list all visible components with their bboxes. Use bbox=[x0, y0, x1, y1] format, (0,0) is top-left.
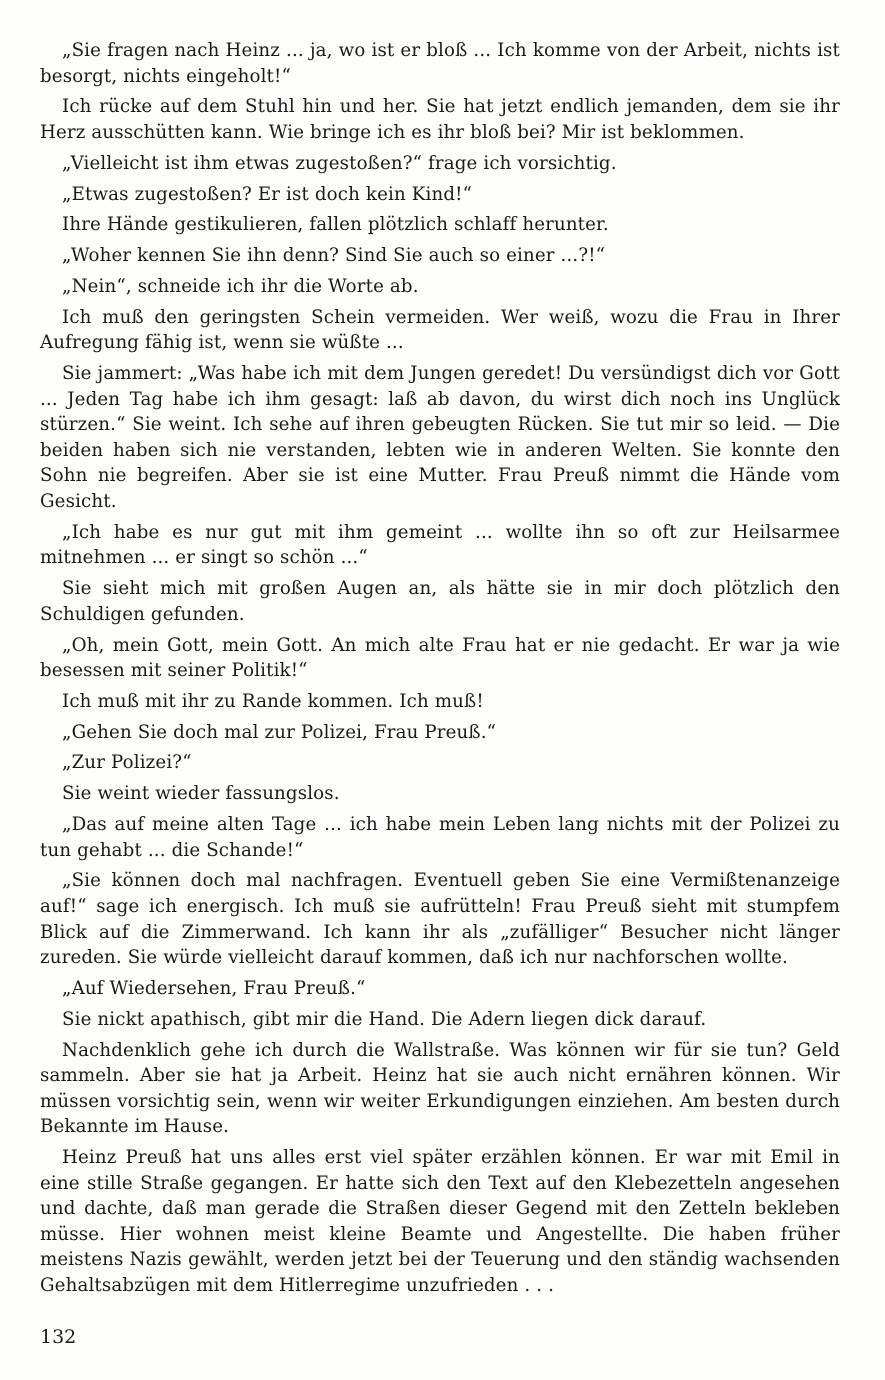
paragraph: Ich muß den geringsten Schein vermeiden. Wer weiß, wozu die Frau in Ihrer Aufregung fähig ist, wenn sie wüßte ... bbox=[40, 306, 840, 354]
paragraph: „Woher kennen Sie ihn denn? Sind Sie auch so einer ...?!“ bbox=[62, 245, 606, 267]
paragraph: „Nein“, schneide ich ihr die Worte ab. bbox=[62, 275, 419, 297]
paragraph: Sie nickt apathisch, gibt mir die Hand. Die Adern liegen dick darauf. bbox=[62, 1008, 707, 1030]
paragraph: Sie jammert: „Was habe ich mit dem Jungen geredet! Du versündigst dich vor Gott ... Jeden Tag habe ich ihm gesagt: laß ab davon, du wirst dich noch ins Unglück stürzen.“ Sie weint. Ich sehe auf ihren gebeugten Rücken. Sie tut mir so leid. — Die beiden haben sich nie verstanden, lebten wie in anderen Welten. Sie konnte den Sohn nie begreifen. Aber sie ist eine Mutter. Frau Preuß nimmt die Hände vom Gesicht. bbox=[40, 363, 840, 512]
paragraph: „Das auf meine alten Tage ... ich habe mein Leben lang nichts mit der Polizei zu tun gehabt ... die Schande!“ bbox=[40, 814, 840, 861]
page-number: 132 bbox=[40, 1326, 77, 1348]
paragraph: Nachdenklich gehe ich durch die Wallstraße. Was können wir für sie tun? Geld sammeln. Aber sie hat ja Arbeit. Heinz hat sie auch nicht ernähren können. Wir müssen vorsichtig sein, wenn wir weiter Erkundigungen einziehen. Am besten durch Bekannte im Hause. bbox=[40, 1039, 840, 1138]
paragraph: „Ich habe es nur gut mit ihm gemeint ... wollte ihn so oft zur Heilsarmee mitnehmen ... er singt so schön ...“ bbox=[40, 521, 840, 569]
paragraph: Ihre Hände gestikulieren, fallen plötzlich schlaff herunter. bbox=[62, 214, 609, 236]
paragraph: „Auf Wiedersehen, Frau Preuß.“ bbox=[62, 977, 366, 999]
paragraph: „Zur Polizei?“ bbox=[62, 752, 192, 774]
paragraph: „Gehen Sie doch mal zur Polizei, Frau Preuß.“ bbox=[62, 721, 497, 743]
paragraph: Ich muß mit ihr zu Rande kommen. Ich muß! bbox=[62, 690, 484, 712]
paragraph: Sie sieht mich mit großen Augen an, als hätte sie in mir doch plötzlich den Schuldigen gefunden. bbox=[40, 578, 840, 625]
paragraph: „Sie können doch mal nachfragen. Eventuell geben Sie eine Vermißtenanzeige auf!“ sage ich energisch. Ich muß sie aufrütteln! Frau Preuß sieht mit stumpfem Blick auf die Zimmerwand. Ich kann ihr als „zufälliger“ Besucher nicht länger zureden. Sie würde vielleicht darauf kommen, daß ich nur nachforschen wollte. bbox=[40, 870, 840, 969]
paragraph: „Sie fragen nach Heinz ... ja, wo ist er bloß ... Ich komme von der Arbeit, nichts ist besorgt, nichts eingeholt!“ bbox=[40, 40, 840, 87]
paragraph: Heinz Preuß hat uns alles erst viel später erzählen können. Er war mit Emil in eine stille Straße gegangen. Er hatte sich den Text auf den Klebezetteln angesehen und dachte, daß man gerade die Straßen dieser Gegend mit den Zetteln bekleben müsse. Hier wohnen meist kleine Beamte und Angestellte. Die haben früher meistens Nazis gewählt, werden jetzt bei der Teuerung und den ständig wachsenden Gehaltsabzügen mit dem Hitlerregime unzufrieden . . . bbox=[40, 1147, 840, 1297]
paragraph: Sie weint wieder fassungslos. bbox=[62, 783, 340, 805]
paragraph: „Oh, mein Gott, mein Gott. An mich alte Frau hat er nie gedacht. Er war ja wie besessen mit seiner Politik!“ bbox=[40, 634, 840, 682]
page-text bbox=[40, 38, 840, 1304]
paragraph: Ich rücke auf dem Stuhl hin und her. Sie hat jetzt endlich jemanden, dem sie ihr Herz ausschütten kann. Wie bringe ich es ihr bloß bei? Mir ist beklommen. bbox=[40, 96, 840, 143]
paragraph: „Etwas zugestoßen? Er ist doch kein Kind!“ bbox=[62, 183, 473, 205]
paragraph: „Vielleicht ist ihm etwas zugestoßen?“ frage ich vorsichtig. bbox=[62, 152, 617, 174]
